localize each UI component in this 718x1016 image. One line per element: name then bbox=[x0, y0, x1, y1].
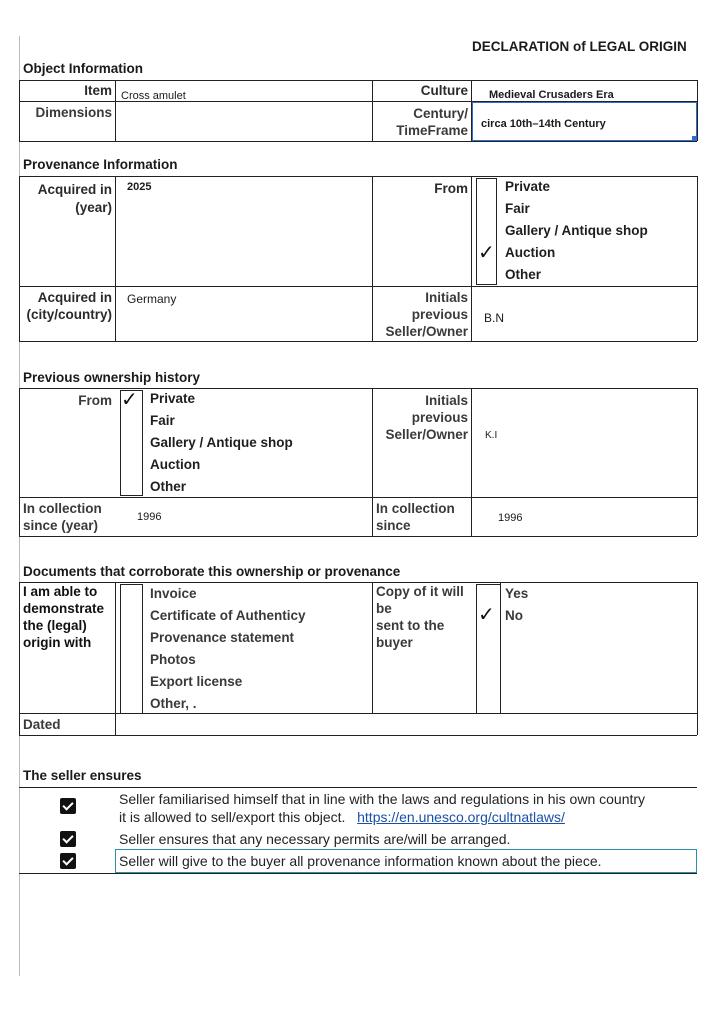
documents-heading: Documents that corroborate this ownership or provenance bbox=[23, 564, 401, 579]
dated-label: Dated bbox=[23, 717, 61, 732]
option-fair[interactable]: Fair bbox=[150, 413, 175, 428]
provenance-from-options bbox=[505, 176, 648, 286]
option-private[interactable]: Private bbox=[505, 179, 551, 194]
since-value[interactable]: 1996 bbox=[498, 512, 523, 524]
copy-sent-label: Copy of it will be sent to the buyer bbox=[376, 584, 464, 650]
seller-heading: The seller ensures bbox=[23, 768, 142, 783]
item-label: Item bbox=[84, 83, 112, 98]
century-value[interactable]: circa 10th–14th Century bbox=[481, 118, 606, 130]
checkmark-icon: ✓ bbox=[478, 242, 495, 264]
checkbox-checked-icon[interactable] bbox=[60, 798, 76, 814]
doc-photos[interactable]: Photos bbox=[150, 652, 196, 667]
seller-item-1: Seller familiarised himself that in line with the laws and regulations in his own country it is allowed to sell/export this object. https://en.unesco.org/cultnatlaws/ bbox=[119, 791, 646, 825]
option-yes[interactable]: Yes bbox=[505, 586, 529, 601]
able-to-demonstrate-label: I am able to demonstrate the (legal) origin with bbox=[23, 584, 105, 650]
acquired-year-label: Acquired in (year) bbox=[37, 182, 112, 215]
option-other[interactable]: Other bbox=[505, 267, 542, 282]
unesco-link[interactable]: https://en.unesco.org/cultnatlaws/ bbox=[357, 809, 565, 825]
seller-item-3: Seller will give to the buyer all provenance information known about the piece. bbox=[119, 853, 602, 869]
checkbox-checked-icon[interactable] bbox=[60, 853, 76, 869]
selection-handle[interactable] bbox=[692, 136, 697, 141]
item-value[interactable]: Cross amulet bbox=[121, 90, 186, 102]
document-title: DECLARATION of LEGAL ORIGIN bbox=[472, 39, 687, 54]
doc-invoice[interactable]: Invoice bbox=[150, 586, 197, 601]
since-year-value[interactable]: 1996 bbox=[137, 511, 162, 523]
option-gallery[interactable]: Gallery / Antique shop bbox=[505, 223, 648, 238]
century-label: Century/ TimeFrame bbox=[396, 106, 468, 138]
option-auction[interactable]: Auction bbox=[505, 245, 556, 260]
seller-item-2: Seller ensures that any necessary permits are/will be arranged. bbox=[119, 831, 511, 847]
doc-certificate[interactable]: Certificate of Authenticy bbox=[150, 608, 306, 623]
option-no[interactable]: No bbox=[505, 608, 523, 623]
dimensions-label: Dimensions bbox=[35, 105, 112, 120]
option-other[interactable]: Other bbox=[150, 479, 187, 494]
history-from-label: From bbox=[78, 393, 112, 408]
provenance-from-label: From bbox=[434, 181, 468, 196]
acquired-city-label: Acquired in (city/country) bbox=[26, 290, 112, 322]
doc-provenance-statement[interactable]: Provenance statement bbox=[150, 630, 295, 645]
provenance-initials-label: Initials previous Seller/Owner bbox=[385, 290, 468, 339]
since-label: In collection since bbox=[376, 501, 455, 533]
copy-options bbox=[505, 583, 528, 627]
history-heading: Previous ownership history bbox=[23, 370, 201, 385]
document-options bbox=[150, 583, 306, 715]
doc-export-license[interactable]: Export license bbox=[150, 674, 243, 689]
acquired-city-value[interactable]: Germany bbox=[127, 292, 177, 306]
culture-value[interactable]: Medieval Crusaders Era bbox=[489, 89, 614, 101]
option-gallery[interactable]: Gallery / Antique shop bbox=[150, 435, 293, 450]
culture-label: Culture bbox=[420, 83, 468, 98]
checkmark-icon: ✓ bbox=[121, 389, 138, 411]
object-info-heading: Object Information bbox=[23, 61, 144, 76]
history-initials-value[interactable]: K.I bbox=[485, 430, 498, 441]
since-year-label: In collection since (year) bbox=[23, 501, 102, 533]
provenance-initials-value[interactable]: B.N bbox=[484, 311, 505, 325]
history-initials-label: Initials previous Seller/Owner bbox=[385, 393, 468, 442]
doc-other[interactable]: Other, . bbox=[150, 696, 197, 711]
option-fair[interactable]: Fair bbox=[505, 201, 530, 216]
history-from-options bbox=[150, 388, 293, 498]
option-auction[interactable]: Auction bbox=[150, 457, 201, 472]
checkbox-checked-icon[interactable] bbox=[60, 831, 76, 847]
checkmark-icon: ✓ bbox=[478, 604, 495, 626]
acquired-year-value[interactable]: 2025 bbox=[127, 181, 152, 193]
provenance-heading: Provenance Information bbox=[23, 157, 178, 172]
option-private[interactable]: Private bbox=[150, 391, 196, 406]
